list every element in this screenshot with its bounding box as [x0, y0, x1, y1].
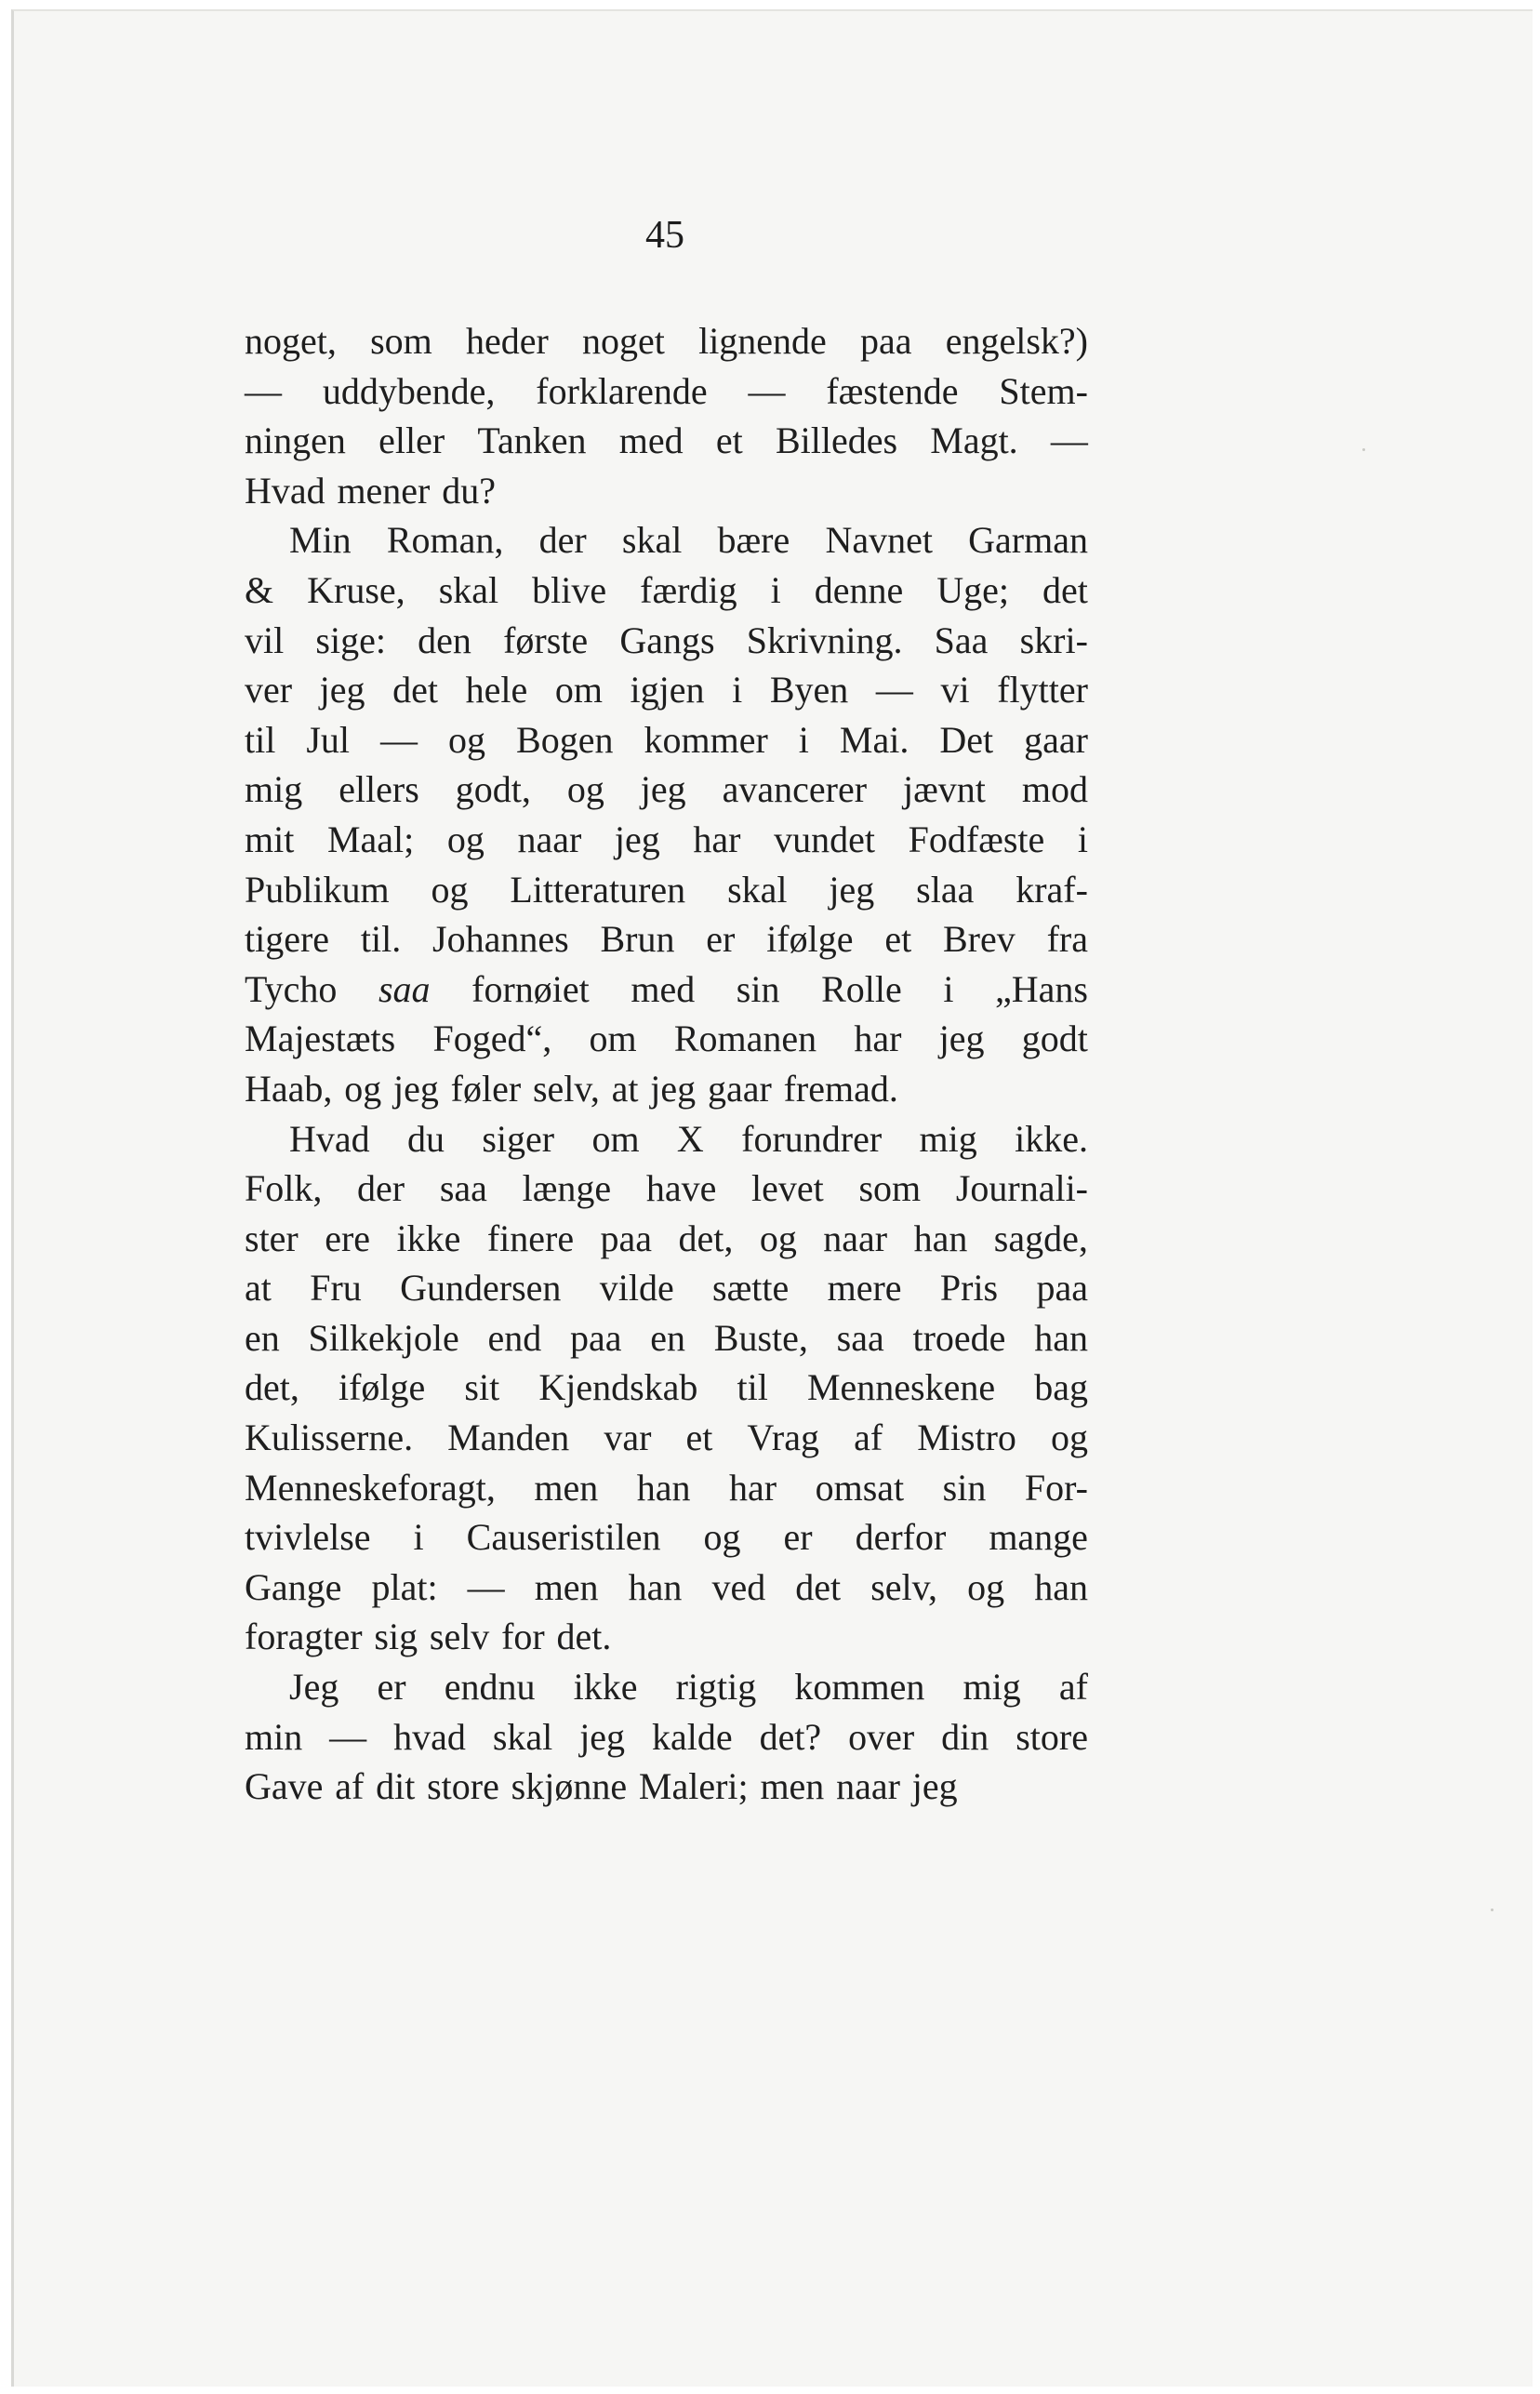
text-line — [245, 316, 1088, 366]
word: det, — [678, 1217, 734, 1259]
word: fæstende — [826, 369, 959, 412]
word: han — [636, 1466, 691, 1509]
word: Uge; — [936, 568, 1010, 611]
word: i — [943, 967, 954, 1010]
word: Bogen — [516, 718, 614, 761]
word: til — [737, 1366, 768, 1409]
text-line — [245, 914, 1088, 964]
word: med — [631, 967, 696, 1010]
word: — — [875, 669, 913, 712]
word: siger — [482, 1117, 555, 1160]
paragraph — [245, 1662, 1088, 1812]
text-line — [245, 466, 1088, 516]
word: Saa — [934, 618, 989, 661]
word: mener — [337, 469, 431, 512]
word: han — [913, 1217, 968, 1259]
word: første — [503, 618, 589, 661]
word: slaa — [916, 868, 975, 911]
text-line — [245, 1313, 1088, 1363]
word: som — [858, 1167, 922, 1210]
word: er — [783, 1516, 813, 1559]
word: men — [760, 1765, 825, 1808]
body-text — [245, 316, 1088, 1812]
word: Manden — [447, 1416, 570, 1459]
word: ifølge — [338, 1366, 426, 1409]
word: saa — [378, 967, 431, 1010]
word: Foged“, — [432, 1017, 552, 1060]
text-line — [245, 1512, 1088, 1563]
word: har — [854, 1017, 902, 1060]
word: ikke — [573, 1666, 638, 1709]
word: i — [413, 1516, 424, 1559]
word: ere — [325, 1217, 371, 1259]
word: Stem- — [999, 369, 1088, 412]
word: jeg — [393, 1067, 439, 1110]
word: bag — [1034, 1366, 1088, 1409]
word: Buste, — [713, 1316, 808, 1359]
word: troede — [912, 1316, 1006, 1359]
word: Mai. — [839, 718, 909, 761]
word: vi — [940, 669, 970, 712]
word: skjønne — [511, 1765, 628, 1808]
word: det, — [245, 1366, 299, 1409]
word: selv, — [532, 1067, 600, 1110]
word: sin — [942, 1466, 987, 1509]
text-line — [245, 1762, 1088, 1812]
word: ved — [711, 1565, 766, 1608]
word: det? — [759, 1715, 822, 1758]
word: paa — [600, 1217, 653, 1259]
word: flytter — [997, 669, 1088, 712]
word: engelsk?) — [945, 320, 1088, 362]
word: Brev — [943, 918, 1016, 961]
word: naar — [517, 818, 582, 860]
text-line — [245, 416, 1088, 466]
word: Hvad — [245, 469, 325, 512]
word: — — [380, 718, 418, 761]
word: X — [676, 1117, 704, 1160]
word: jeg — [319, 669, 365, 712]
word: det — [795, 1565, 842, 1608]
word: sagde, — [993, 1217, 1088, 1259]
word: Kruse, — [307, 568, 405, 611]
word: endnu — [444, 1666, 536, 1709]
word: end — [487, 1316, 542, 1359]
word: noget — [582, 320, 665, 362]
word: men — [534, 1565, 599, 1608]
word: blive — [532, 568, 607, 611]
word: ellers — [339, 768, 419, 811]
word: du? — [442, 469, 496, 512]
word: naar — [823, 1217, 888, 1259]
word: et — [715, 419, 743, 462]
word: mere — [827, 1267, 902, 1310]
word: har — [693, 818, 741, 860]
word: dit — [376, 1765, 416, 1808]
word: jeg — [911, 1765, 958, 1808]
word: denne — [814, 568, 904, 611]
word: Maleri; — [638, 1765, 749, 1808]
word: derfor — [855, 1516, 947, 1559]
word: avancerer — [722, 768, 868, 811]
word: noget, — [245, 320, 337, 362]
word: den — [418, 618, 471, 661]
word: godt — [1021, 1017, 1088, 1060]
word: ningen — [245, 419, 346, 462]
word: skal — [492, 1715, 553, 1758]
word: Folk, — [245, 1167, 323, 1210]
word: længe — [522, 1167, 612, 1210]
word: Litteraturen — [510, 868, 686, 911]
word: var — [604, 1416, 652, 1459]
word: Johannes — [432, 918, 569, 961]
word: og — [448, 718, 486, 761]
word: Min — [289, 519, 352, 562]
word: han — [628, 1565, 683, 1608]
word: af — [854, 1416, 883, 1459]
word: Rolle — [821, 967, 902, 1010]
word: Haab, — [245, 1067, 333, 1110]
word: over — [848, 1715, 915, 1758]
word: mig — [919, 1117, 977, 1160]
word: jeg — [650, 1067, 697, 1110]
word: som — [370, 320, 432, 362]
word: saa — [439, 1167, 487, 1210]
word: jævnt — [903, 768, 986, 811]
word: mange — [989, 1516, 1088, 1559]
word: vundet — [774, 818, 875, 860]
text-line — [245, 1662, 1088, 1712]
word: selv, — [870, 1565, 938, 1608]
word: kommen — [794, 1666, 925, 1709]
word: tigere — [245, 918, 330, 961]
word: igjen — [630, 669, 705, 712]
word: gaar — [707, 1067, 772, 1110]
word: føler — [450, 1067, 522, 1110]
word: uddybende, — [322, 369, 496, 412]
word: kalde — [652, 1715, 733, 1758]
word: plat: — [371, 1565, 438, 1608]
word: paa — [570, 1316, 622, 1359]
word: paa — [1036, 1267, 1088, 1310]
word: af — [1058, 1666, 1088, 1709]
word: saa — [836, 1316, 884, 1359]
word: kraf- — [1016, 868, 1088, 911]
text-line — [245, 1064, 1088, 1114]
word: Mistro — [917, 1416, 1016, 1459]
word: eller — [378, 419, 445, 462]
word: Garman — [968, 519, 1088, 562]
word: godt, — [455, 768, 531, 811]
text-line — [245, 765, 1088, 815]
text-line — [245, 1363, 1088, 1413]
word: fornøiet — [471, 967, 590, 1010]
word: Pris — [939, 1267, 999, 1310]
word: mit — [245, 818, 295, 860]
word: Journali- — [955, 1167, 1088, 1210]
text-line — [245, 865, 1088, 915]
word: mig — [962, 1666, 1021, 1709]
word: Jeg — [289, 1666, 339, 1709]
word: heder — [465, 320, 549, 362]
word: det — [392, 669, 439, 712]
word: Maal; — [326, 818, 415, 860]
paper-speck — [1491, 1909, 1494, 1911]
word: levet — [751, 1167, 824, 1210]
word: at — [611, 1067, 639, 1110]
word: sætte — [712, 1267, 790, 1310]
paragraph — [245, 515, 1088, 1113]
word: forklarende — [536, 369, 708, 412]
word: og — [431, 868, 469, 911]
word: fra — [1046, 918, 1088, 961]
word: mig — [245, 768, 303, 811]
text-line — [245, 1563, 1088, 1613]
word: skri- — [1019, 618, 1088, 661]
word: det — [1042, 568, 1088, 611]
word: Jul — [306, 718, 351, 761]
word: at — [245, 1267, 272, 1310]
word: vilde — [599, 1267, 674, 1310]
word: og — [703, 1516, 741, 1559]
word: om — [591, 1117, 640, 1160]
word: Fru — [310, 1267, 362, 1310]
word: Kulisserne. — [245, 1416, 414, 1459]
word: Skrivning. — [746, 618, 903, 661]
word: ster — [245, 1217, 299, 1259]
word: sige: — [315, 618, 386, 661]
word: „Hans — [995, 967, 1088, 1010]
word: — — [467, 1565, 505, 1608]
word: han — [1034, 1316, 1088, 1359]
word: — — [245, 369, 282, 412]
word: Vrag — [747, 1416, 819, 1459]
text-line — [245, 1413, 1088, 1463]
word: — — [329, 1715, 367, 1758]
word: et — [884, 918, 912, 961]
word: Magt. — [930, 419, 1018, 462]
text-line — [245, 1263, 1088, 1313]
word: finere — [486, 1217, 575, 1259]
paragraph — [245, 1114, 1088, 1663]
page-number: 45 — [645, 214, 684, 257]
word: Tanken — [477, 419, 587, 462]
word: bære — [717, 519, 790, 562]
word: Causeristilen — [466, 1516, 661, 1559]
word: Brun — [600, 918, 675, 961]
word: om — [589, 1017, 637, 1060]
word: jeg — [829, 868, 875, 911]
word: til. — [360, 918, 402, 961]
word: Det — [939, 718, 994, 761]
text-line — [245, 565, 1088, 616]
text-line — [245, 665, 1088, 715]
word: have — [645, 1167, 717, 1210]
word: jeg — [640, 768, 686, 811]
word: med — [618, 419, 684, 462]
word: mod — [1021, 768, 1088, 811]
word: Byen — [769, 669, 849, 712]
text-line — [245, 515, 1088, 565]
word: hele — [465, 669, 528, 712]
word: Gange — [245, 1565, 342, 1608]
word: Gave — [245, 1765, 324, 1808]
word: Publikum — [245, 868, 390, 911]
word: skal — [438, 568, 499, 611]
paper-speck — [1362, 448, 1365, 451]
word: en — [650, 1316, 686, 1359]
text-line — [245, 1114, 1088, 1164]
paragraph — [245, 316, 1088, 515]
word: i — [732, 669, 743, 712]
word: jeg — [579, 1715, 626, 1758]
word: er — [706, 918, 736, 961]
text-line — [245, 1214, 1088, 1264]
word: ikke — [396, 1217, 461, 1259]
word: hvad — [393, 1715, 466, 1758]
word: tvivlelse — [245, 1516, 371, 1559]
word: — — [1050, 419, 1088, 462]
text-line — [245, 815, 1088, 865]
word: og — [759, 1217, 797, 1259]
word: i — [1077, 818, 1088, 860]
word: & — [245, 568, 274, 611]
word: der — [357, 1167, 405, 1210]
word: og — [967, 1565, 1005, 1608]
word: og — [1050, 1416, 1088, 1459]
word: i — [770, 568, 781, 611]
word: Navnet — [825, 519, 933, 562]
word: ifølge — [766, 918, 854, 961]
word: Romanen — [673, 1017, 817, 1060]
word: Menneskeforagt, — [245, 1466, 496, 1509]
word: din — [941, 1715, 989, 1758]
word: et — [685, 1416, 713, 1459]
text-line — [245, 964, 1088, 1015]
word: min — [245, 1715, 303, 1758]
word: ikke. — [1015, 1117, 1088, 1160]
word: Billedes — [775, 419, 898, 462]
text-line — [245, 616, 1088, 666]
word: jeg — [614, 818, 660, 860]
word: har — [729, 1466, 777, 1509]
text-line — [245, 366, 1088, 417]
word: omsat — [815, 1466, 905, 1509]
word: til — [245, 718, 276, 761]
word: færdig — [640, 568, 737, 611]
word: vil — [245, 618, 285, 661]
word: paa — [860, 320, 912, 362]
word: jeg — [938, 1017, 985, 1060]
word: store — [427, 1765, 499, 1808]
word: gaar — [1024, 718, 1088, 761]
word: og — [446, 818, 485, 860]
word: selv — [429, 1616, 490, 1658]
word: Kjendskab — [538, 1366, 698, 1409]
text-line — [245, 1463, 1088, 1513]
word: og — [566, 768, 604, 811]
word: Majestæts — [245, 1017, 396, 1060]
word: men — [534, 1466, 599, 1509]
text-line — [245, 1014, 1088, 1064]
word: i — [798, 718, 809, 761]
word: sig — [374, 1616, 418, 1658]
word: du — [406, 1117, 445, 1160]
word: der — [538, 519, 587, 562]
word: Gundersen — [400, 1267, 562, 1310]
word: skal — [621, 519, 683, 562]
word: af — [335, 1765, 365, 1808]
word: er — [377, 1666, 406, 1709]
word: om — [554, 669, 603, 712]
word: han — [1034, 1565, 1088, 1608]
text-line — [245, 715, 1088, 765]
text-line — [245, 1612, 1088, 1662]
word: lignende — [698, 320, 827, 362]
word: fremad. — [783, 1067, 898, 1110]
word: Roman, — [386, 519, 504, 562]
word: sit — [464, 1366, 500, 1409]
word: Tycho — [245, 967, 338, 1010]
word: ver — [245, 669, 293, 712]
word: Silkekjole — [308, 1316, 459, 1359]
word: rigtig — [675, 1666, 757, 1709]
word: en — [245, 1316, 280, 1359]
word: og — [344, 1067, 382, 1110]
word: Fodfæste — [908, 818, 1045, 860]
word: For- — [1024, 1466, 1088, 1509]
word: kommer — [644, 718, 768, 761]
word: sin — [736, 967, 780, 1010]
word: Gangs — [619, 618, 715, 661]
word: naar — [836, 1765, 900, 1808]
word: forundrer — [741, 1117, 883, 1160]
word: — — [748, 369, 786, 412]
word: store — [1016, 1715, 1088, 1758]
word: det. — [556, 1616, 612, 1658]
word: foragter — [245, 1616, 363, 1658]
word: skal — [727, 868, 788, 911]
text-line — [245, 1164, 1088, 1214]
word: Menneskene — [806, 1366, 996, 1409]
word: for — [501, 1616, 545, 1658]
text-line — [245, 1712, 1088, 1762]
word: Hvad — [289, 1117, 370, 1160]
